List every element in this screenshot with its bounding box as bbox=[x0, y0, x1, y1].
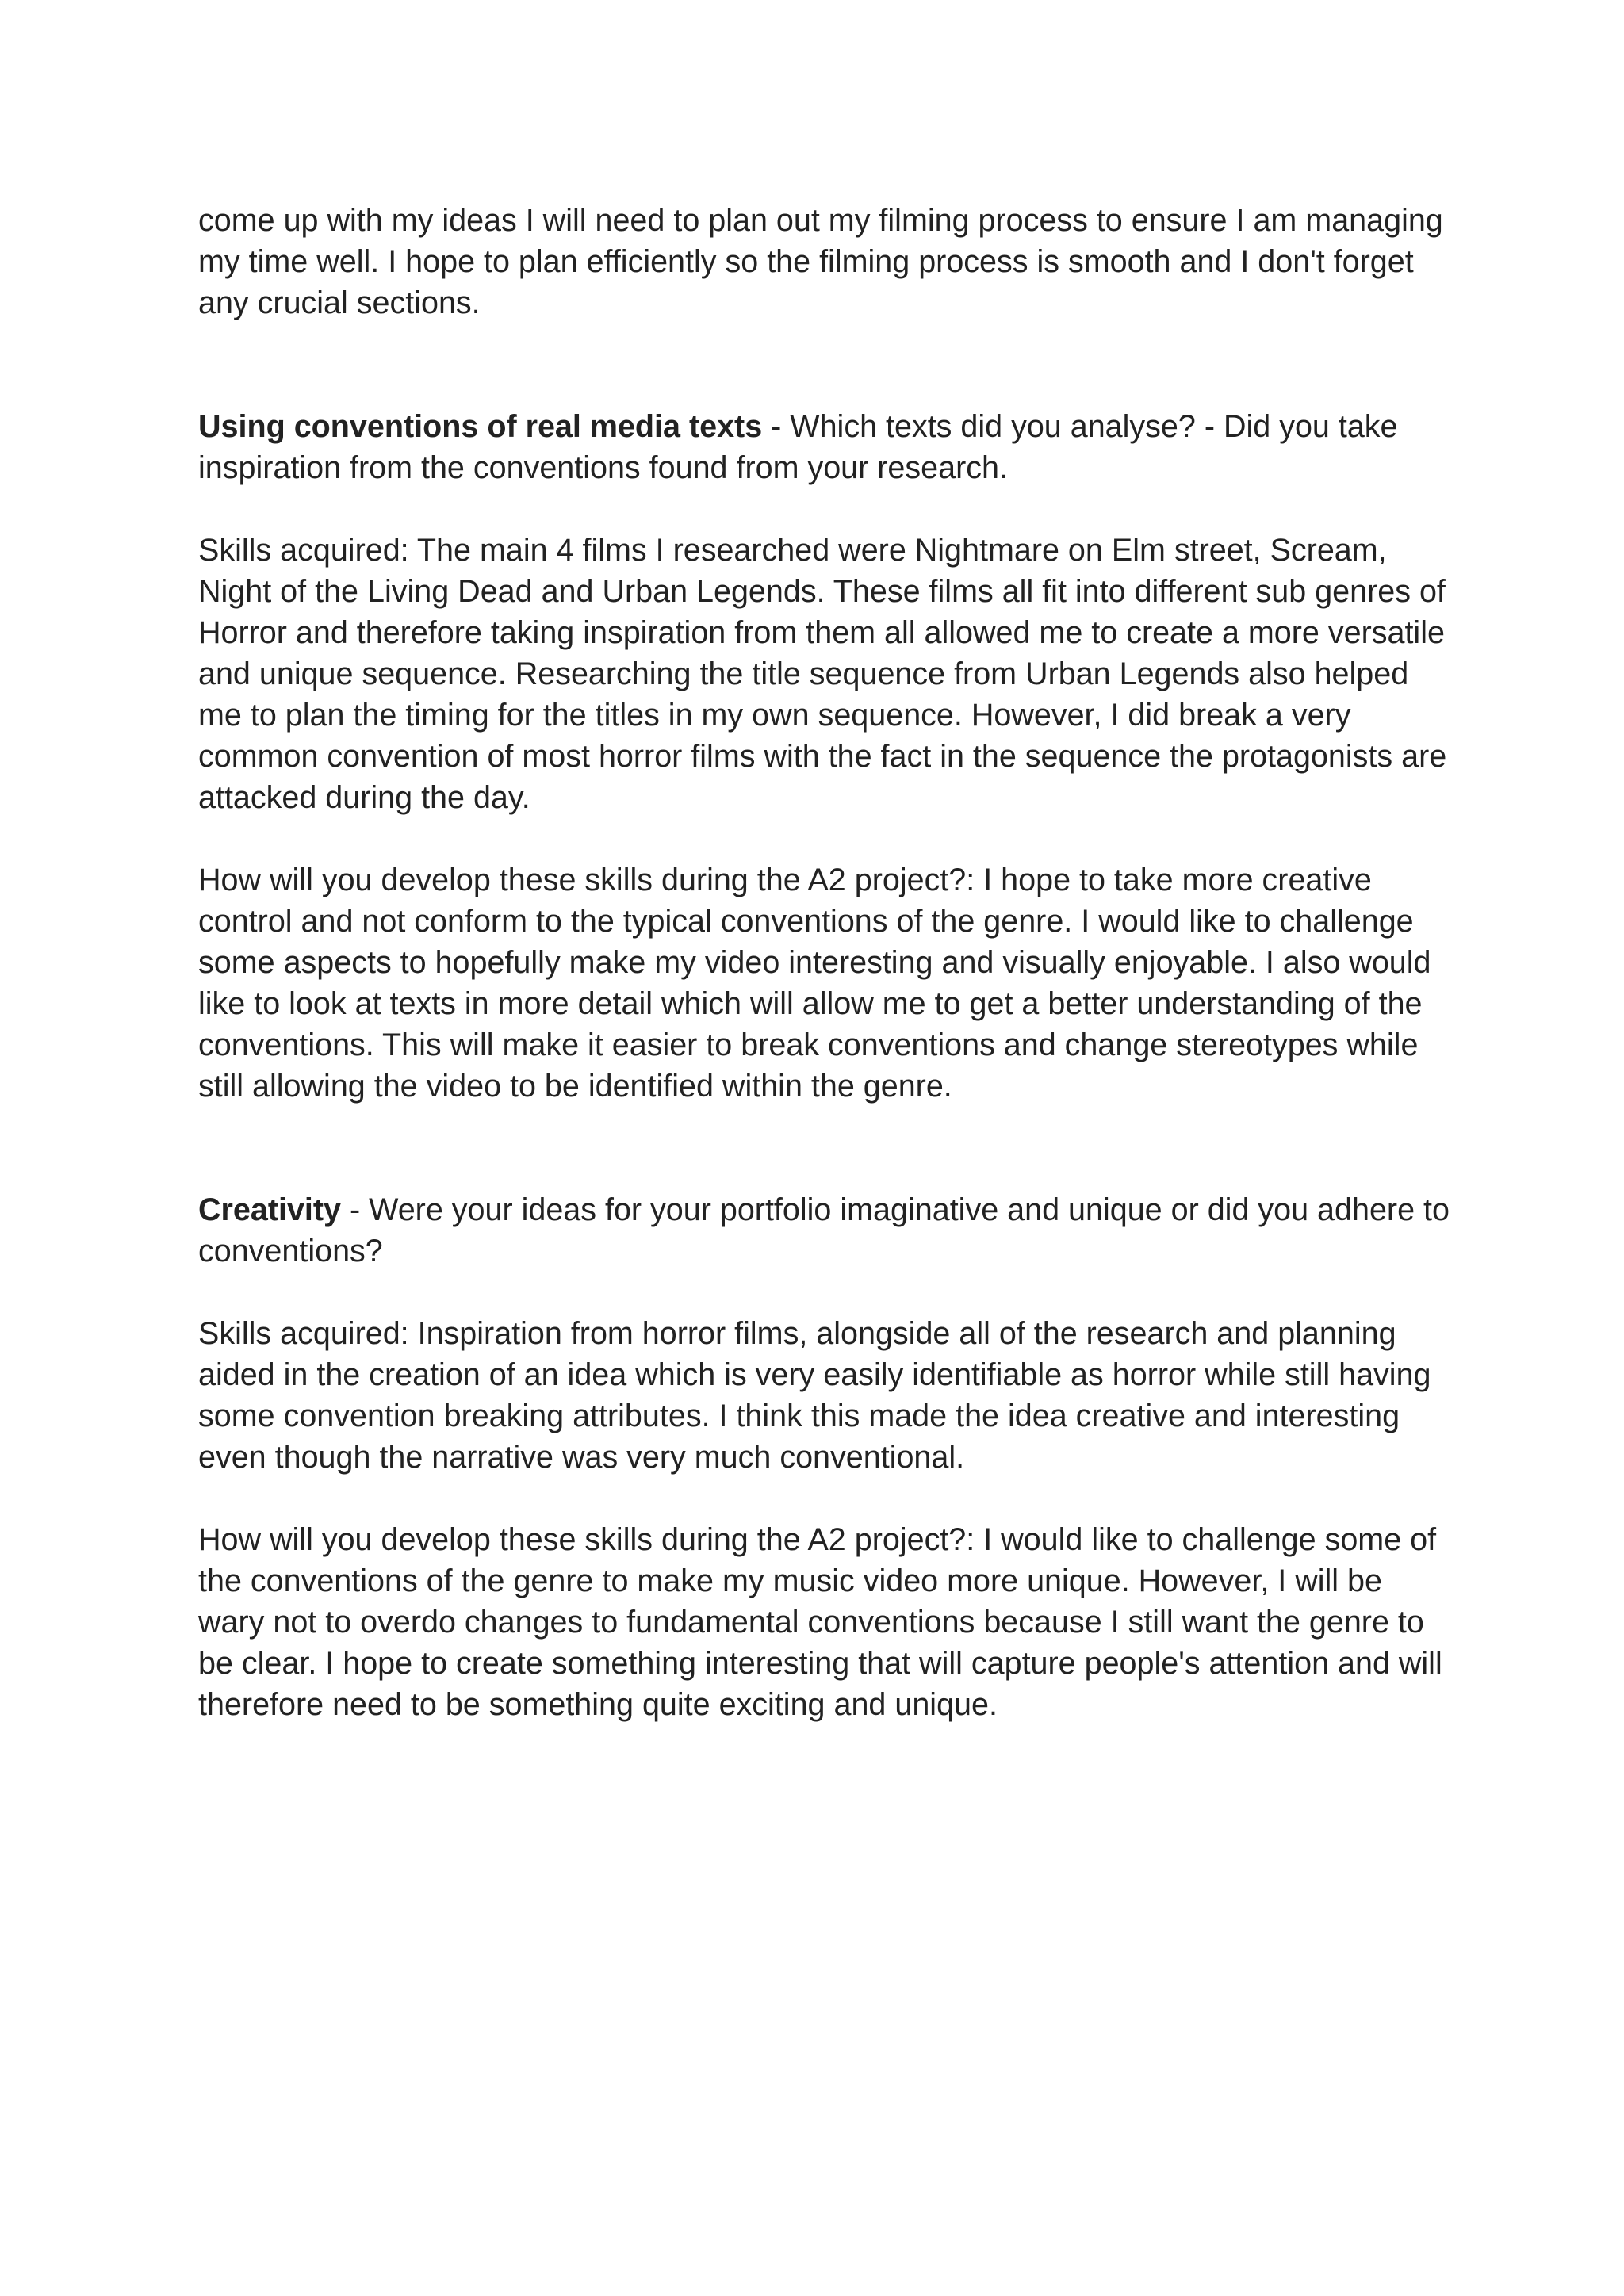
skills-paragraph-creativity: Skills acquired: Inspiration from horror films, alongside all of the research and planning aided in the creation of an idea which is very easily identifiable as horror while still having some convention breaking attributes. I think this made the idea creative and interesting even though the narrative was very much conventional. bbox=[198, 1316, 1431, 1475]
paragraph-spacer bbox=[198, 1478, 1451, 1519]
paragraph-spacer bbox=[198, 818, 1451, 859]
develop-paragraph-conventions: How will you develop these skills during the A2 project?: I hope to take more creative control and not conform to the typical conventions of the genre. I would like to challenge some aspects to hopefully make my video interesting and visually enjoyable. I also would like to look at texts in more detail which will allow me to get a better understanding of the conventions. This will make it easier to break conventions and change stereotypes while still allowing the video to be identified within the genre. bbox=[198, 863, 1431, 1104]
section-prompt-conventions: - Which texts did you analyse? - Did you take inspiration from the conventions found from your research. bbox=[198, 409, 1398, 485]
section-heading-creativity bbox=[198, 1189, 1451, 1272]
section-prompt-creativity: - Were your ideas for your portfolio imaginative and unique or did you adhere to conventions? bbox=[198, 1192, 1450, 1269]
skills-paragraph-conventions: Skills acquired: The main 4 films I researched were Nightmare on Elm street, Scream, Night of the Living Dead and Urban Legends. These films all fit into different sub genres of Horror and therefore taking inspiration from them all allowed me to create a more versatile and unique sequence. Researching the title sequence from Urban Legends also helped me to plan the timing for the titles in my own sequence. However, I did break a very common convention of most horror films with the fact in the sequence the protagonists are attacked during the day. bbox=[198, 533, 1447, 815]
paragraph-spacer bbox=[198, 1272, 1451, 1313]
section-spacer bbox=[198, 323, 1451, 406]
section-title-creativity: Creativity bbox=[198, 1192, 342, 1227]
intro-paragraph: come up with my ideas I will need to plan out my filming process to ensure I am managing my time well. I hope to plan efficiently so the filming process is smooth and I don't forget any crucial sections. bbox=[198, 203, 1443, 320]
section-spacer bbox=[198, 1107, 1451, 1189]
section-title-conventions: Using conventions of real media texts bbox=[198, 409, 763, 444]
paragraph-spacer bbox=[198, 488, 1451, 530]
section-heading-conventions bbox=[198, 406, 1451, 488]
document-body bbox=[198, 200, 1451, 1725]
develop-paragraph-creativity: How will you develop these skills during the A2 project?: I would like to challenge some of the conventions of the genre to make my music video more unique. However, I will be wary not to overdo changes to fundamental conventions because I still want the genre to be clear. I hope to create something interesting that will capture people's attention and will therefore need to be something quite exciting and unique. bbox=[198, 1522, 1442, 1722]
